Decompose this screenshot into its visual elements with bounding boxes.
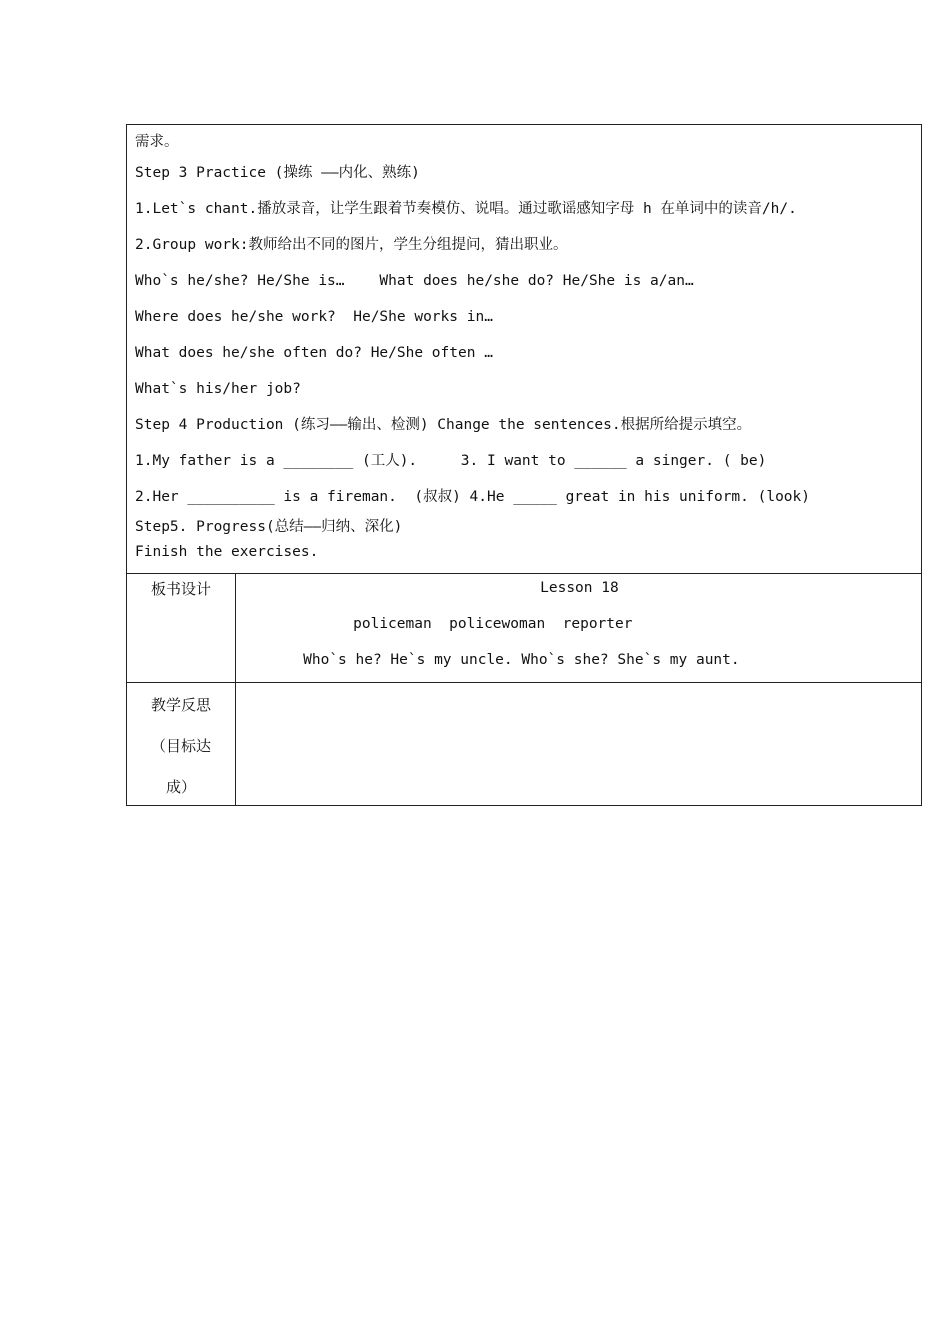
text-line: What`s his/her job? [135,381,301,397]
text-line: Where does he/she work? He/She works in… [135,309,493,325]
board-row [127,574,922,683]
text-line: What does he/she often do? He/She often … [135,345,493,361]
exercise-line: 2.Her __________ is a fireman. (叔叔) 4.He _____ great in his uniform. (look) [135,489,811,505]
board-sentences: Who`s he? He`s my uncle. Who`s she? She`s my aunt. [303,652,740,668]
reflection-row [127,683,922,806]
board-title: Lesson 18 [540,580,619,596]
step3-heading: Step 3 Practice (操练 ——内化、熟练) [135,165,420,181]
reflection-content-cell [236,683,922,806]
board-label-cell [127,574,236,683]
board-label: 板书设计 [151,580,212,598]
reflection-label-cell [127,683,236,806]
reflection-label-line: （目标达 [151,737,212,755]
board-words: policeman policewoman reporter [353,616,633,632]
practice-cell [127,125,922,574]
text-line: Who`s he/she? He/She is… What does he/she do? He/She is a/an… [135,273,694,289]
text-line: 2.Group work:教师给出不同的图片，学生分组提问，猜出职业。 [135,237,568,253]
step5-heading: Step5. Progress(总结——归纳、深化) [135,519,403,535]
lesson-plan-table [126,124,922,806]
board-content-cell [236,574,922,683]
exercise-line: 1.My father is a ________ (工人). 3. I want to ______ a singer. ( be) [135,453,767,469]
text-line: 1.Let`s chant.播放录音，让学生跟着节奏模仿、说唱。通过歌谣感知字母 h 在单词中的读音/h/. [135,201,797,217]
practice-row [127,125,922,574]
step4-heading: Step 4 Production (练习——输出、检测) Change the sentences.根据所给提示填空。 [135,417,752,433]
reflection-label-line: 成） [166,778,197,796]
text-line: 需求。 [135,134,179,150]
reflection-label-line: 教学反思 [151,696,212,714]
text-line: Finish the exercises. [135,544,319,560]
